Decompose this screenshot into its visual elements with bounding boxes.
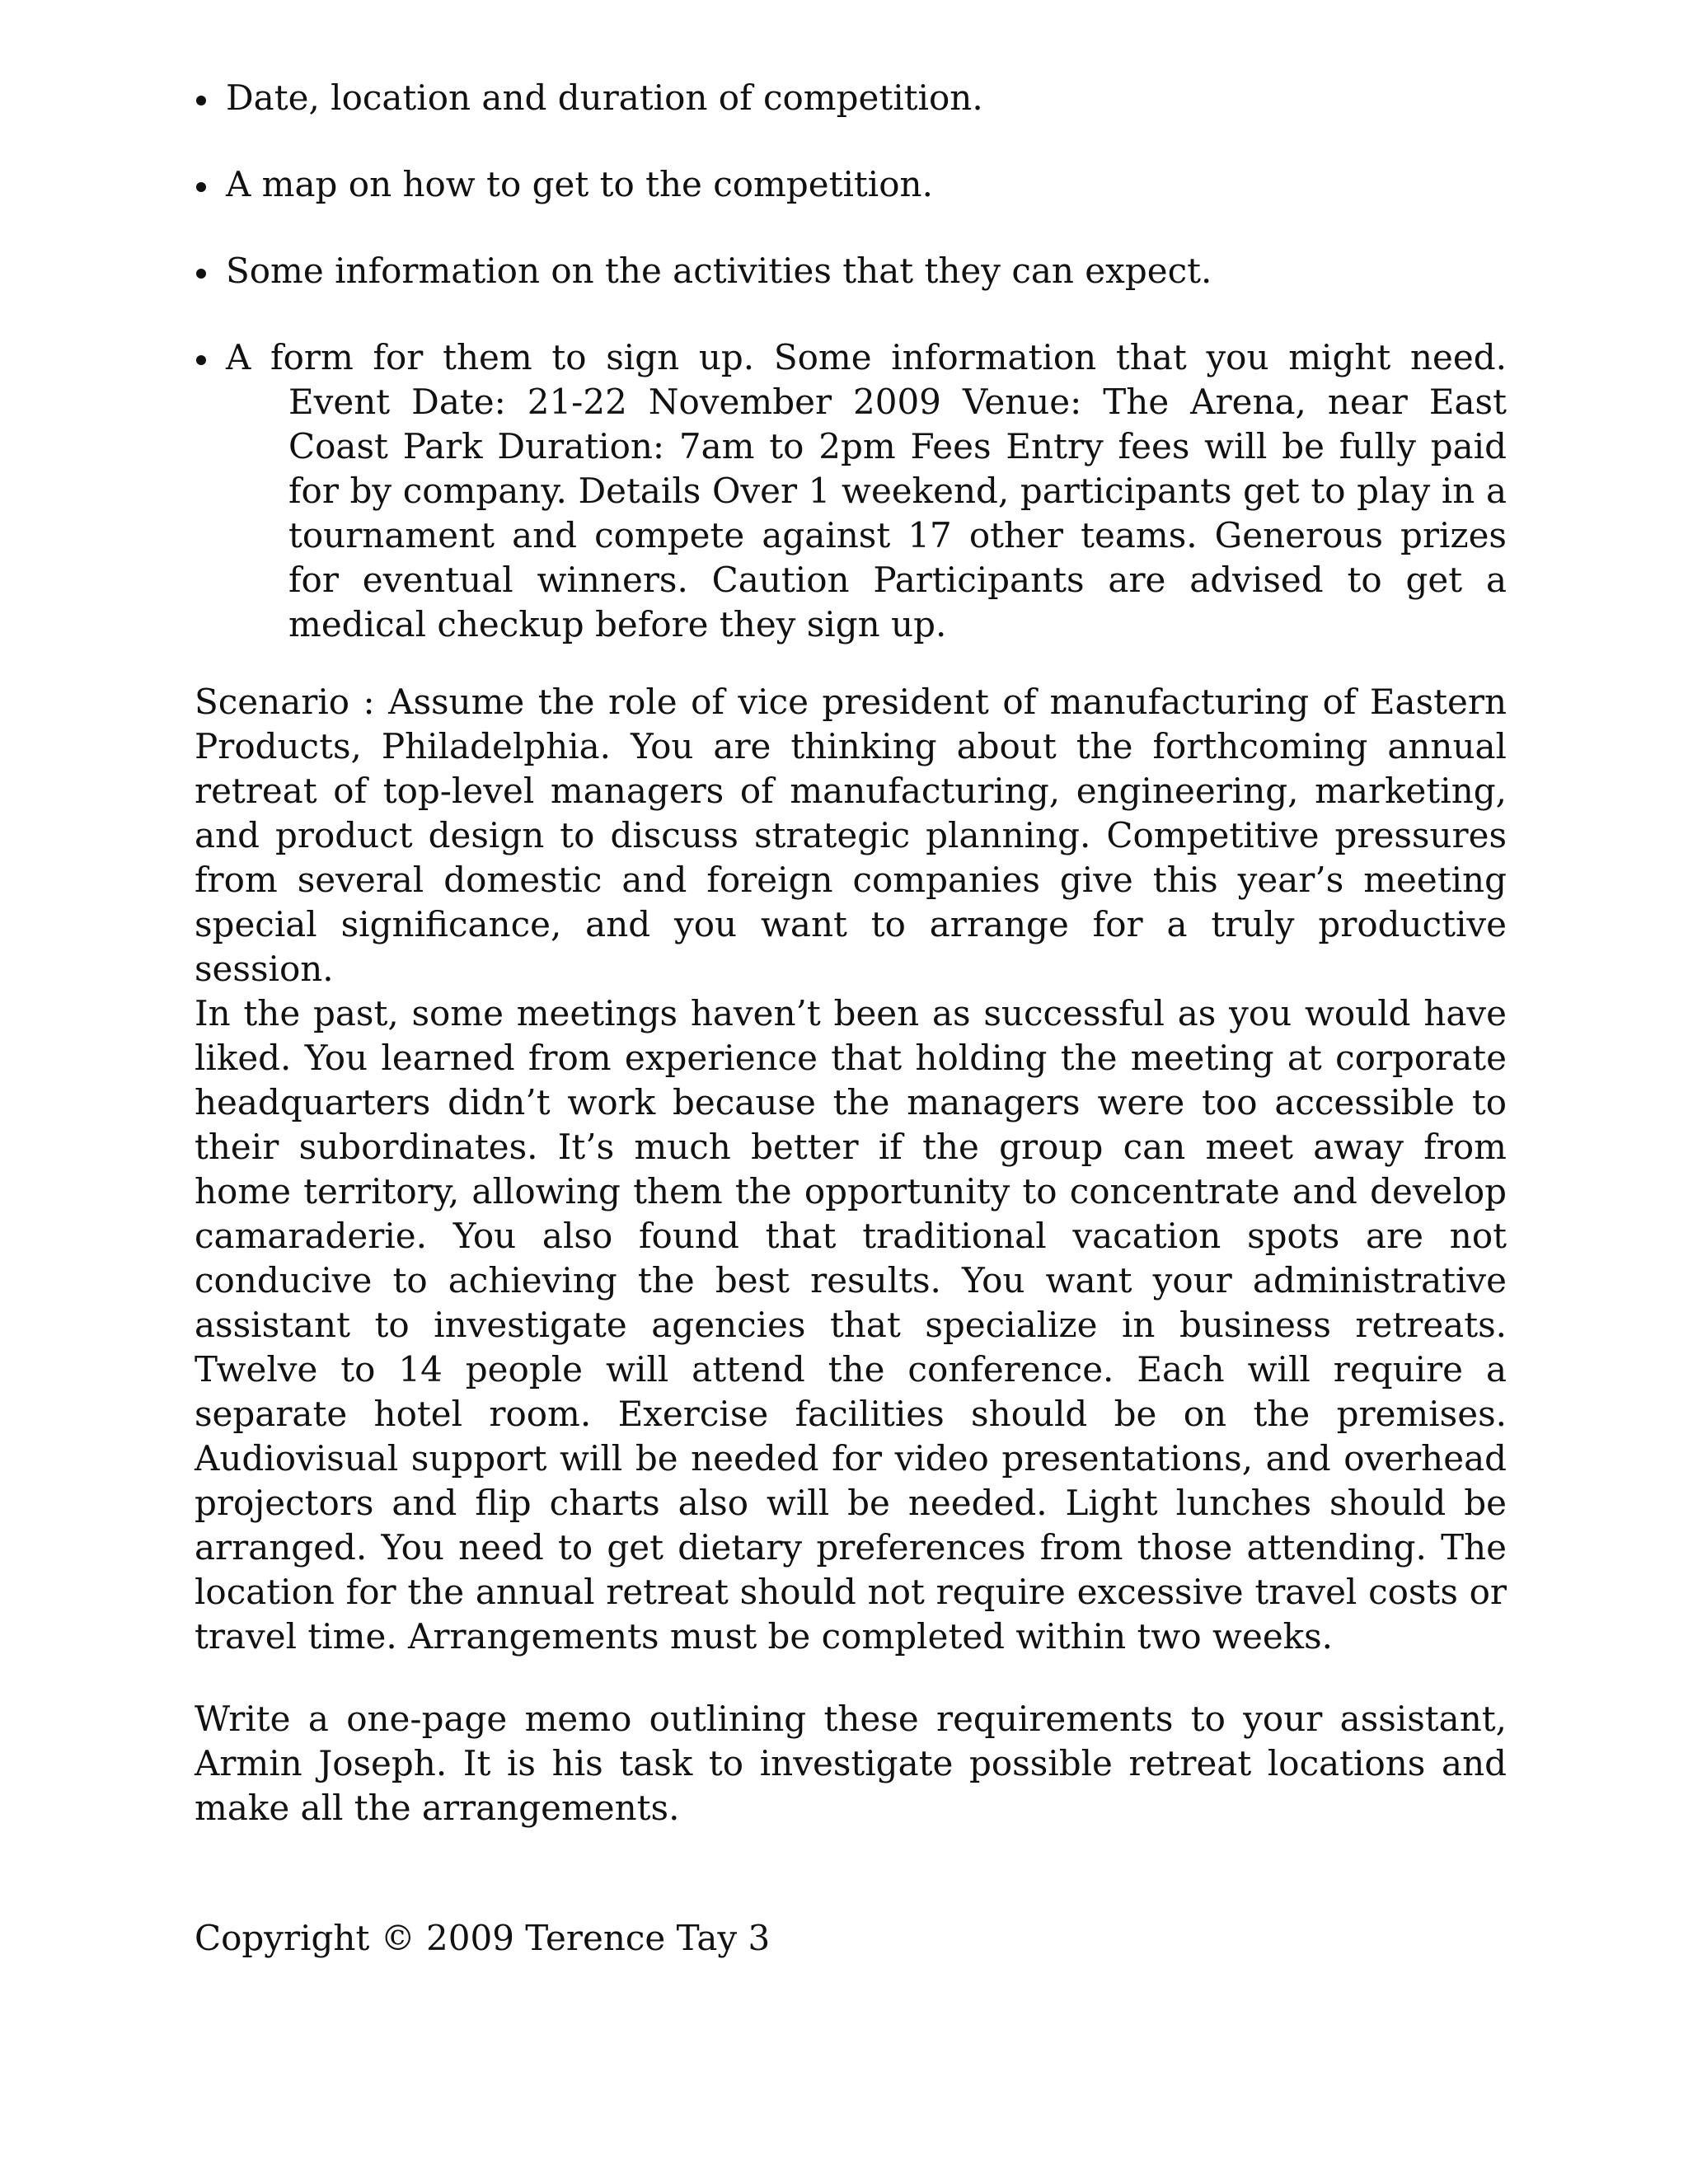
scenario-body: In the past, some meetings haven’t been as successful as you would have liked. You learned from experience that holding the meeting at corporate headquarters didn’t work because the managers were too accessible to their subordinates. It’s much better if the group can meet away from home territory, allowing them the opportunity to concentrate and develop camaraderie. You also found that traditional vacation spots are not conducive to achieving the best results. You want your administrative assistant to investigate agencies that specialize in business retreats. Twelve to 14 people will attend the conference. Each will require a separate hotel room. Exercise facilities should be on the premises. Audiovisual support will be needed for video presentations, and overhead projectors and flip charts also will be needed. Light lunches should be arranged. You need to get dietary preferences from those attending. The location for the annual retreat should not require excessive travel costs or travel time. Arrangements must be completed within two weeks. bbox=[195, 993, 1507, 1657]
list-item-text: Some information on the activities that they can expect. bbox=[226, 251, 1212, 291]
copyright-footer: Copyright © 2009 Terence Tay 3 bbox=[195, 1918, 771, 1958]
list-item-text: A map on how to get to the competition. bbox=[226, 164, 933, 204]
signup-lead: A form for them to sign up. Some information that you might need. bbox=[226, 337, 1507, 377]
signup-details: Event Date: 21-22 November 2009 Venue: The Arena, near East Coast Park Duration: 7am to 2pm Fees Entry fees will be fully paid for by company. Details Over 1 weekend, participants get to play in a tournament and compete against 17 other teams. Generous prizes for eventual winners. Caution Participants are advised to get a medical checkup before they sign up. bbox=[288, 382, 1507, 644]
document-body bbox=[195, 76, 1507, 1961]
list-item bbox=[195, 162, 1507, 207]
list-item-text: Date, location and duration of competition. bbox=[226, 77, 983, 118]
task-instructions: Write a one-page memo outlining these requirements to your assistant, Armin Joseph. It is his task to investigate possible retreat locations and make all the arrangements. bbox=[195, 1699, 1507, 1828]
list-item bbox=[195, 76, 1507, 120]
list-item-signup bbox=[195, 335, 1507, 647]
list-item bbox=[195, 249, 1507, 293]
scenario-intro: Scenario : Assume the role of vice president of manufacturing of Eastern Products, Philadelphia. You are thinking about the forthcoming annual retreat of top-level managers of manufacturing, engineering, marketing, and product design to discuss strategic planning. Competitive pressures from several domestic and foreign companies give this year’s meeting special significance, and you want to arrange for a truly productive session. bbox=[195, 682, 1507, 989]
requirements-list bbox=[195, 76, 1507, 647]
